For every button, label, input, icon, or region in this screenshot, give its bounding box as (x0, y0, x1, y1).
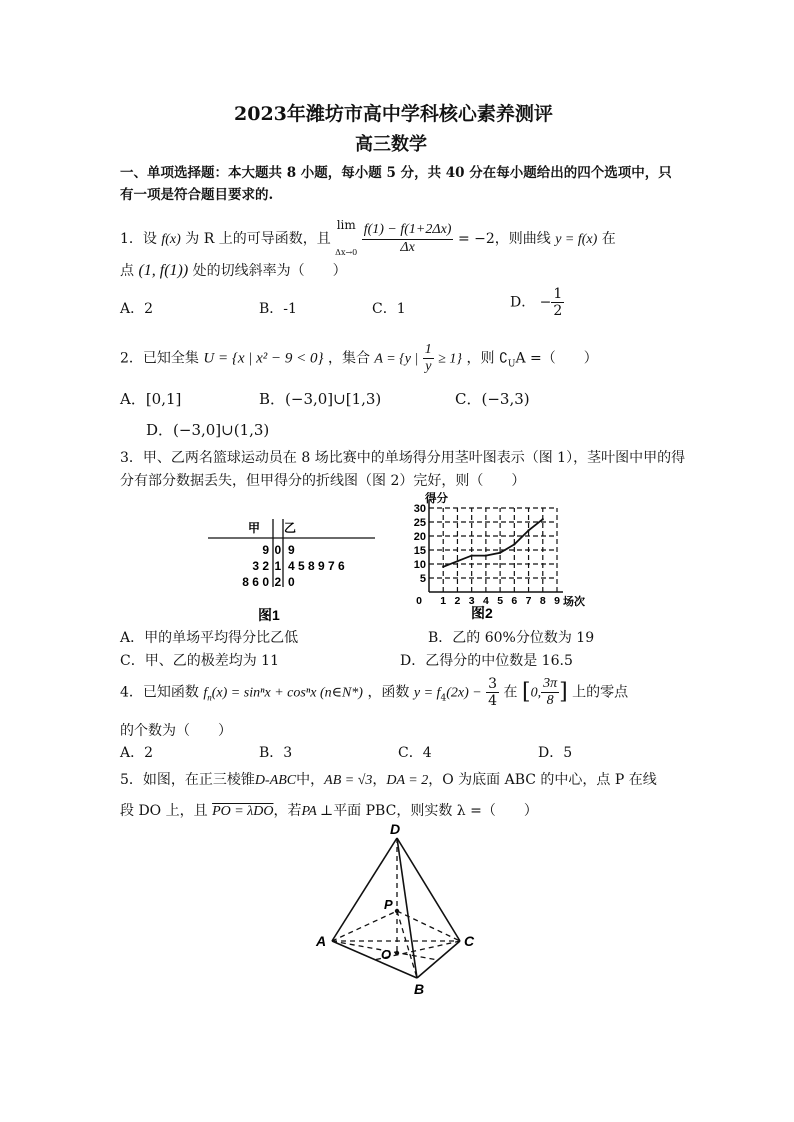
stemleaf-left-1: 3 2 (252, 559, 269, 573)
x-tick-label-0: 0 (416, 595, 422, 607)
q4-option-b[interactable]: B．3 (259, 745, 293, 761)
q1-fx: f(x) (161, 232, 181, 247)
q3-option-d[interactable]: D．乙得分的中位数是 16.5 (400, 653, 573, 669)
question-4-line1: 4．已知函数 $f_n(x) = \sin^nx + \cos^nx$ (n∈N*) ，函数 $y = f_4(2x)$ − $\frac{3}{4}$ 在 [0, $\frac{3\pi}{8}$ ] 上的零点 (120, 676, 629, 710)
y-tick-label-3: 20 (413, 531, 426, 543)
stemleaf-stem-1: 1 (274, 559, 282, 573)
stemleaf-label-right: 乙 (284, 521, 297, 535)
q4-option-d[interactable]: D．5 (538, 745, 573, 761)
chart-caption: 图2 (471, 605, 493, 621)
score-line-chart (405, 492, 595, 624)
stemleaf-right-2: 0 (288, 575, 295, 589)
label-A: A (316, 933, 327, 949)
q4-option-a[interactable]: A．2 (120, 745, 154, 761)
section-instructions-line1: 一、单项选择题：本大题共 8 小题，每小题 5 分，共 40 分在每小题给出的四个选项中，只 (120, 165, 672, 181)
q1-option-a[interactable]: A．2 (120, 301, 154, 317)
question-5-line1: 5．如图，在正三棱锥D-ABC中，AB = √3，DA = 2，O 为底面 ABC 的中心，点 P 在线 (120, 772, 657, 788)
y-axis-label: 得分 (425, 493, 448, 505)
q2-option-c[interactable]: C．(−3,3) (455, 390, 530, 408)
label-B: B (414, 981, 425, 997)
data-point-4 (485, 555, 487, 557)
label-O: O (381, 947, 392, 962)
q1-option-b[interactable]: B．-1 (259, 301, 297, 317)
x-tick-label-7: 7 (525, 595, 532, 607)
q3-option-b[interactable]: B．乙的 60%分位数为 19 (428, 630, 595, 646)
question-5-line2: 段 DO 上，且 PO = λDO，若PA ⊥平面 PBC，则实数 λ =（ ） (120, 803, 538, 819)
q4-option-c[interactable]: C．4 (398, 745, 432, 761)
y-tick-label-1: 10 (413, 559, 426, 571)
q1-limit: lim Δx→0 (335, 218, 358, 257)
paper-title: 2023年潍坊市高中学科核心素养测评 (234, 103, 553, 125)
x-tick-label-1: 1 (440, 595, 447, 607)
q2-option-d[interactable]: D．(−3,0]∪(1,3) (146, 421, 270, 439)
data-point-8 (542, 518, 544, 520)
tetrahedron-figure (310, 820, 490, 1000)
label-D: D (390, 821, 401, 837)
stemleaf-right-1: 4 5 8 9 7 6 (288, 559, 345, 573)
stemleaf-stem-0: 0 (274, 543, 282, 557)
paper-subtitle: 高三数学 (355, 134, 427, 155)
stemleaf-left-2: 8 6 0 (242, 575, 269, 589)
x-tick-label-4: 4 (482, 595, 489, 607)
stemleaf-left-0: 9 (262, 543, 269, 557)
q2-option-b[interactable]: B．(−3,0]∪[1,3) (259, 390, 382, 408)
q1-option-d[interactable]: D． − $\frac{1}{2}$ (510, 286, 563, 320)
stemleaf-label-left: 甲 (248, 521, 261, 535)
q2-option-a[interactable]: A．[0,1] (120, 390, 182, 408)
y-tick-label-4: 25 (413, 517, 426, 529)
q3-option-a[interactable]: A．甲的单场平均得分比乙低 (120, 630, 299, 646)
x-axis-label: 场次 (563, 596, 585, 608)
x-tick-label-8: 8 (539, 595, 546, 607)
data-point-7 (527, 529, 529, 531)
x-tick-label-5: 5 (497, 595, 504, 607)
series-line (443, 519, 543, 567)
data-point-1 (442, 566, 444, 568)
label-C: C (464, 933, 475, 949)
stemleaf-caption: 图1 (258, 607, 280, 623)
x-tick-label-3: 3 (468, 595, 475, 607)
question-4-line2: 的个数为（ ） (120, 723, 232, 739)
x-tick-label-2: 2 (454, 595, 461, 607)
y-tick-label-2: 15 (413, 545, 426, 557)
section-instructions-line2: 有一项是符合题目要求的. (120, 187, 274, 203)
x-tick-label-9: 9 (554, 595, 560, 607)
stem-leaf-plot (200, 515, 380, 625)
question-1-line2: 点 (1, f(1)) 处的切线斜率为（ ） (120, 262, 347, 279)
data-point-6 (513, 543, 515, 545)
question-1-line1: 1．设 f(x) 为 R 上的可导函数，且 lim Δx→0 $\frac{f(1) - f(1+2\Delta x)}{\Delta x}$ = −2，则曲线 y = f(x) 在 (120, 212, 616, 266)
x-tick-label-6: 6 (511, 595, 518, 607)
q1-fraction: $\frac{f(1) - f(1+2\Delta x)}{\Delta x}$ (363, 222, 452, 255)
label-P: P (384, 897, 393, 912)
y-tick-label-0: 5 (419, 573, 426, 585)
data-point-3 (471, 555, 473, 557)
q3-option-c[interactable]: C．甲、乙的极差均为 11 (120, 653, 279, 669)
data-point-2 (456, 560, 458, 562)
y-tick-label-5: 30 (413, 503, 426, 515)
stemleaf-stem-2: 2 (274, 575, 282, 589)
data-point-5 (499, 552, 501, 554)
q1-option-c[interactable]: C．1 (372, 301, 406, 317)
question-3-line1: 3．甲、乙两名篮球运动员在 8 场比赛中的单场得分用茎叶图表示（图 1），茎叶图中甲的得 (120, 450, 686, 466)
question-3-line2: 分有部分数据丢失，但甲得分的折线图（图 2）完好，则（ ） (120, 473, 526, 489)
stemleaf-right-0: 9 (288, 543, 295, 557)
question-2-line1: 2．已知全集 U = {x | x² − 9 < 0} ，集合 A = {y | $\frac{1}{y}$ ≥ 1} ，则 $∁_UA$ =（ ） (120, 342, 598, 375)
